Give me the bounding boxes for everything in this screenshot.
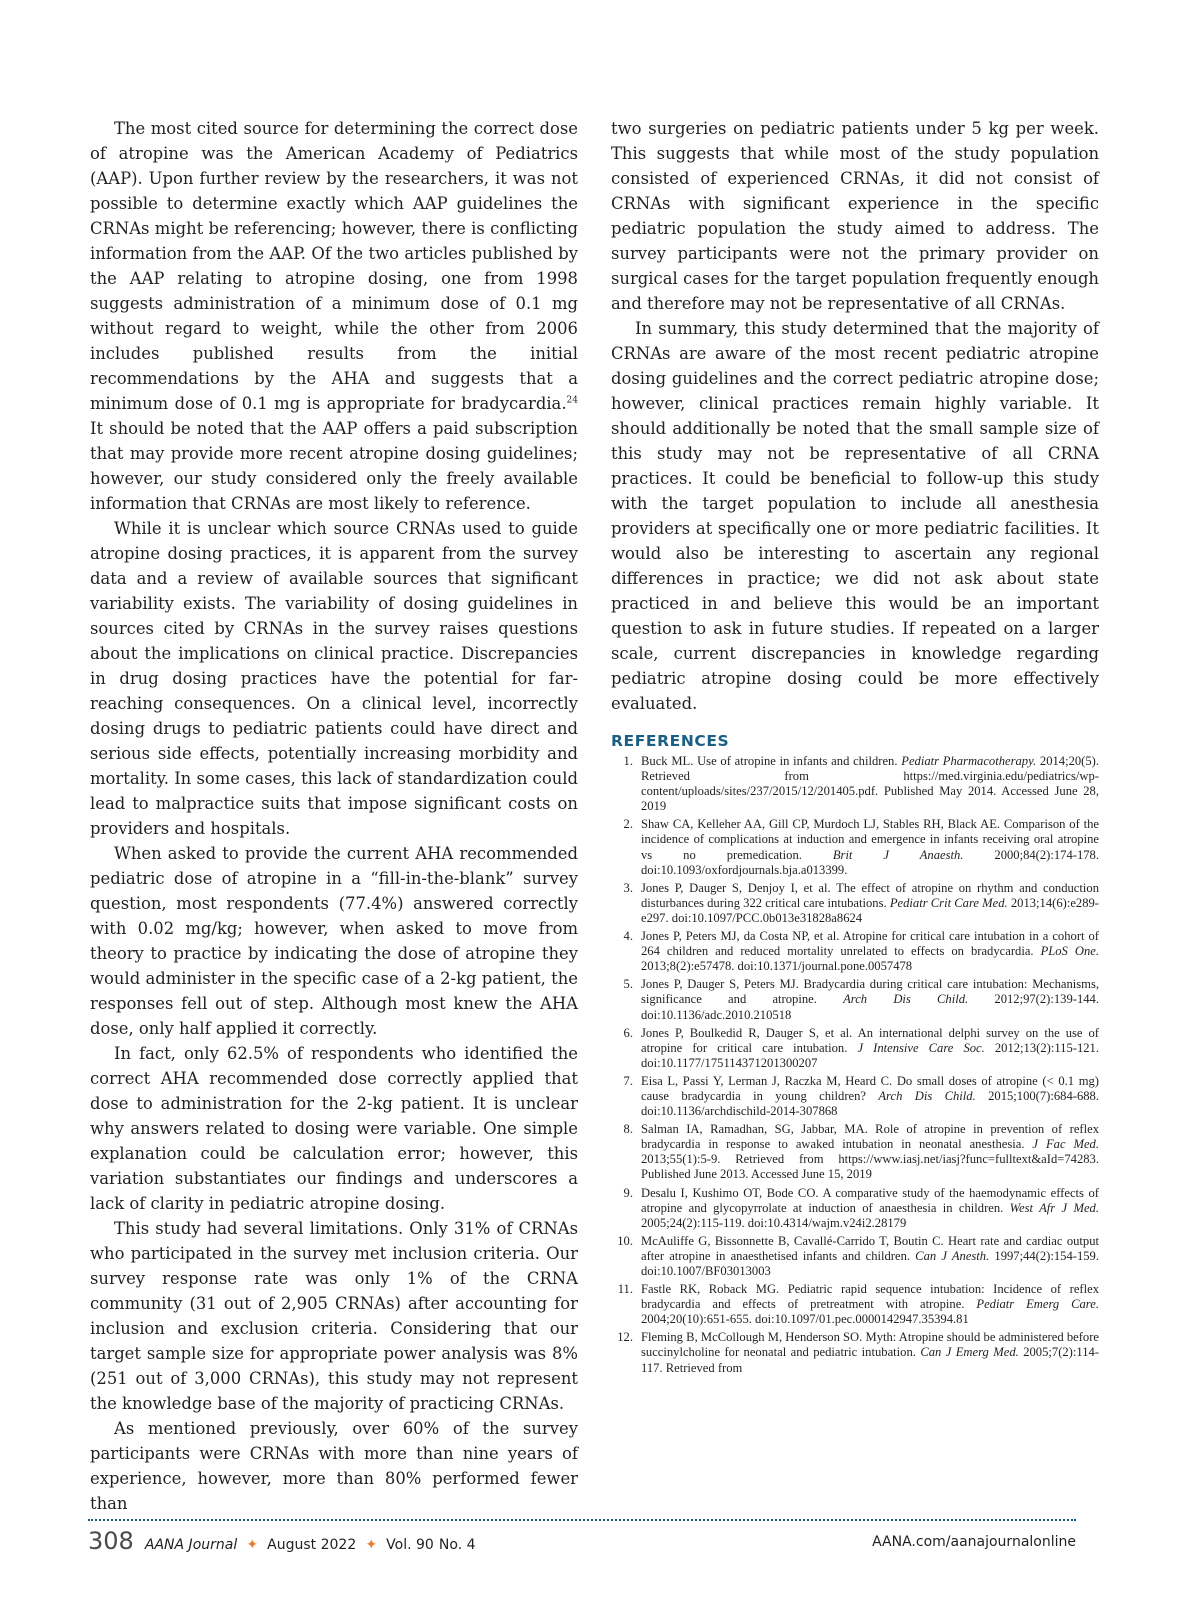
reference-number: 10. xyxy=(617,1233,633,1248)
body-paragraph: two surgeries on pediatric patients under 5 kg per week. This suggests that while most of the study population consisted of experienced CRNAs, it did not consist of CRNAs with significant experience in the specific pediatric population the study aimed to address. The survey participants were not the primary provider on surgical cases for the target population frequently enough and therefore may not be representative of all CRNAs. xyxy=(611,119,1099,313)
reference-item xyxy=(611,817,1099,877)
right-column xyxy=(611,116,1099,1379)
reference-text: Eisa L, Passi Y, Lerman J, Raczka M, Heard C. Do small doses of atropine (< 0.1 mg) cause bradycardia in young children? Arch Dis Child. 2015;100(7):684-688. doi:10.1136/archdischild-2014-307868 xyxy=(641,1073,1099,1119)
reference-text: Jones P, Peters MJ, da Costa NP, et al. Atropine for critical care intubation in a cohort of 264 children and reduced mortality unrelated to effects on bradycardia. PLoS One. 2013;8(2):e57478. doi:10.1371/journal.pone.0057478 xyxy=(641,929,1099,974)
reference-number: 1. xyxy=(623,754,633,768)
reference-journal: Can J Anesth. xyxy=(915,1248,990,1263)
reference-number: 3. xyxy=(623,880,633,895)
reference-text: Jones P, Boulkedid R, Dauger S, et al. An international delphi survey on the use of atropine for critical care intubation. J Intensive Care Soc. 2012;13(2):115-121. doi:10.1177/175114371201300207 xyxy=(641,1025,1099,1070)
reference-number: 9. xyxy=(623,1185,633,1200)
reference-item xyxy=(611,1026,1099,1071)
reference-number: 4. xyxy=(623,929,633,944)
reference-journal: West Afr J Med. xyxy=(1009,1200,1100,1215)
body-paragraph: As mentioned previously, over 60% of the survey participants were CRNAs with more than nine years of experience, however, more than 80% performed fewer than xyxy=(90,1419,578,1513)
body-paragraph: In fact, only 62.5% of respondents who identified the correct AHA recommended dose correctly applied that dose to administration for the 2-kg patient. It is unclear why answers related to dosing were variable. One simple explanation could be calculation error; however, this variation substantiates our findings and underscores a lack of clarity in pediatric atropine dosing. xyxy=(90,1044,578,1213)
reference-number: 12. xyxy=(617,1330,633,1345)
reference-journal: Can J Emerg Med. xyxy=(920,1345,1019,1360)
body-paragraph: This study had several limitations. Only 31% of CRNAs who participated in the survey met inclusion criteria. Our survey response rate was only 1% of the CRNA community (31 out of 2,905 CRNAs) after accounting for inclusion and exclusion criteria. Considering that our target sample size for appropriate power analysis was 8% (251 out of 3,000 CRNAs), this study may not represent the knowledge base of the majority of practicing CRNAs. xyxy=(90,1219,578,1413)
footer-citation xyxy=(88,1527,476,1555)
reference-text: Shaw CA, Kelleher AA, Gill CP, Murdoch LJ, Stables RH, Black AE. Comparison of the incidence of complications at induction and emergence in infants receiving oral atropine vs no premedication. Brit J Anaesth. 2000;84(2):174-178. doi:10.1093/oxfordjournals.bja.a013399. xyxy=(641,817,1099,877)
separator-icon: ✦ xyxy=(246,1537,259,1553)
body-paragraph: In summary, this study determined that the majority of CRNAs are aware of the most recent pediatric atropine dosing guidelines and the correct pediatric atropine dose; however, clinical practices remain highly variable. It should additionally be noted that the small sample size of this study may not be representative of all CRNA practices. It could be beneficial to follow-up this study with the target population to include all anesthesia providers at specifically one or more pediatric facilities. It would also be interesting to ascertain any regional differences in practice; we did not ask about state practiced in and believe this would be an important question to ask in future studies. If repeated on a larger scale, current discrepancies in knowledge regarding pediatric atropine dosing could be more effectively evaluated. xyxy=(611,319,1099,713)
reference-text: Salman IA, Ramadhan, SG, Jabbar, MA. Role of atropine in prevention of reflex bradycardia in response to awaked intubation in neonatal anesthesia. J Fac Med. 2013;55(1):5-9. Retrieved from https://www.iasj.net/iasj?func=fulltext&aId=74283. Published June 2013. Accessed June 15, 2019 xyxy=(641,1122,1099,1182)
reference-number: 2. xyxy=(623,817,633,832)
reference-journal: Pediatr Pharmacotherapy. xyxy=(901,754,1037,768)
reference-list xyxy=(611,754,1099,1376)
reference-journal: J Intensive Care Soc. xyxy=(857,1040,985,1055)
reference-text: Buck ML. Use of atropine in infants and children. Pediatr Pharmacotherapy. 2014;20(5). Retrieved from https://med.virginia.edu/pediatrics/wp-content/uploads/sites/237/2015/12/201405.pdf. Published May 2014. Accessed June 28, 2019 xyxy=(641,754,1100,814)
volume: Vol. 90 xyxy=(386,1537,434,1553)
reference-item xyxy=(611,881,1099,926)
reference-text: Fleming B, McCollough M, Henderson SO. Myth: Atropine should be administered before succinylcholine for neonatal and pediatric intubation. Can J Emerg Med. 2005;7(2):114-117. Retrieved from xyxy=(641,1330,1099,1375)
journal-name: AANA Journal xyxy=(144,1537,238,1553)
reference-number: 5. xyxy=(623,977,633,992)
reference-journal: J Fac Med. xyxy=(1032,1137,1099,1152)
reference-journal: Brit J Anaesth. xyxy=(832,847,964,862)
reference-text: Jones P, Dauger S, Peters MJ. Bradycardia during critical care intubation: Mechanisms, significance and atropine. Arch Dis Child. 2012;97(2):139-144. doi:10.1136/adc.2010.210518 xyxy=(641,977,1099,1022)
reference-number: 6. xyxy=(623,1025,633,1040)
page-number: 308 xyxy=(88,1527,134,1555)
issue-number: No. 4 xyxy=(438,1537,476,1553)
reference-item xyxy=(611,1074,1099,1119)
separator-icon: ✦ xyxy=(365,1537,378,1553)
reference-text: Jones P, Dauger S, Denjoy I, et al. The effect of atropine on rhythm and conduction disturbances during 322 critical care intubations. Pediatr Crit Care Med. 2013;14(6):e289-e297. doi:10.1097/PCC.0b013e31828a8624 xyxy=(641,880,1100,925)
reference-journal: Arch Dis Child. xyxy=(878,1088,976,1103)
body-paragraph: When asked to provide the current AHA recommended pediatric dose of atropine in a “fill-in-the-blank” survey question, most respondents (77.4%) answered correctly with 0.02 mg/kg; however, when asked to move from theory to practice by indicating the dose of atropine they would administer in the specific case of a 2-kg patient, the responses fell out of step. Although most knew the AHA dose, only half applied it correctly. xyxy=(90,844,578,1038)
references-heading: REFERENCES xyxy=(611,732,730,750)
reference-item xyxy=(611,1122,1099,1182)
reference-item xyxy=(611,977,1099,1022)
issue-date: August 2022 xyxy=(267,1537,357,1553)
reference-journal: Arch Dis Child. xyxy=(843,992,969,1007)
reference-item xyxy=(611,929,1099,974)
reference-text: Fastle RK, Roback MG. Pediatric rapid sequence intubation: Incidence of reflex bradycardia and effects of pretreatment with atropine. Pediatr Emerg Care. 2004;20(10):651-655. doi:10.1097/01.pec.0000142947.35394.81 xyxy=(641,1282,1099,1327)
journal-website[interactable]: AANA.com/aanajournalonline xyxy=(872,1534,1076,1550)
reference-item xyxy=(611,754,1099,814)
footer-divider xyxy=(88,1519,1076,1521)
reference-number: 8. xyxy=(623,1122,633,1137)
citation-superscript: 24 xyxy=(566,395,578,406)
reference-journal: PLoS One. xyxy=(1040,944,1099,959)
reference-item xyxy=(611,1282,1099,1327)
reference-journal: Pediatr Crit Care Med. xyxy=(889,895,1008,910)
reference-number: 7. xyxy=(623,1073,633,1088)
reference-text: Desalu I, Kushimo OT, Bode CO. A comparative study of the haemodynamic effects of atropine and glycopyrrolate at induction of anaesthesia in children. West Afr J Med. 2005;24(2):115-119. doi:10.4314/wajm.v24i2.28179 xyxy=(641,1185,1100,1230)
body-paragraph: While it is unclear which source CRNAs used to guide atropine dosing practices, it is apparent from the survey data and a review of available sources that significant variability exists. The variability of dosing guidelines in sources cited by CRNAs in the survey raises questions about the implications on clinical practice. Discrepancies in drug dosing practices have the potential for far-reaching consequences. On a clinical level, incorrectly dosing drugs to pediatric patients could have direct and serious side effects, potentially increasing morbidity and mortality. In some cases, this lack of standardization could lead to malpractice suits that impose significant costs on providers and hospitals. xyxy=(90,519,578,838)
reference-item xyxy=(611,1186,1099,1231)
right-body xyxy=(611,116,1099,716)
reference-item xyxy=(611,1234,1099,1279)
reference-journal: Pediatr Emerg Care. xyxy=(976,1297,1099,1312)
page-footer xyxy=(88,1527,1076,1557)
reference-number: 11. xyxy=(617,1282,633,1297)
left-column xyxy=(90,116,578,1516)
reference-text: McAuliffe G, Bissonnette B, Cavallé-Carrido T, Boutin C. Heart rate and cardiac output after atropine in anaesthetised infants and children. Can J Anesth. 1997;44(2):154-159. doi:10.1007/BF03013003 xyxy=(641,1233,1099,1278)
reference-item xyxy=(611,1330,1099,1375)
body-paragraph: The most cited source for determining the correct dose of atropine was the American Academy of Pediatrics (AAP). Upon further review by the researchers, it was not possible to determine exactly which AAP guidelines the CRNAs might be referencing; however, there is conflicting information from the AAP. Of the two articles published by the AAP relating to atropine dosing, one from 1998 suggests administration of a minimum dose of 0.1 mg without regard to weight, while the other from 2006 includes published results from the initial recommendations by the AHA and suggests that a minimum dose of 0.1 mg is appropriate for bradycardia.$^{24}$ It should be noted that the AAP offers a paid subscription that may provide more recent atropine dosing guidelines; however, our study considered only the freely available information that CRNAs are most likely to reference. xyxy=(90,119,578,513)
